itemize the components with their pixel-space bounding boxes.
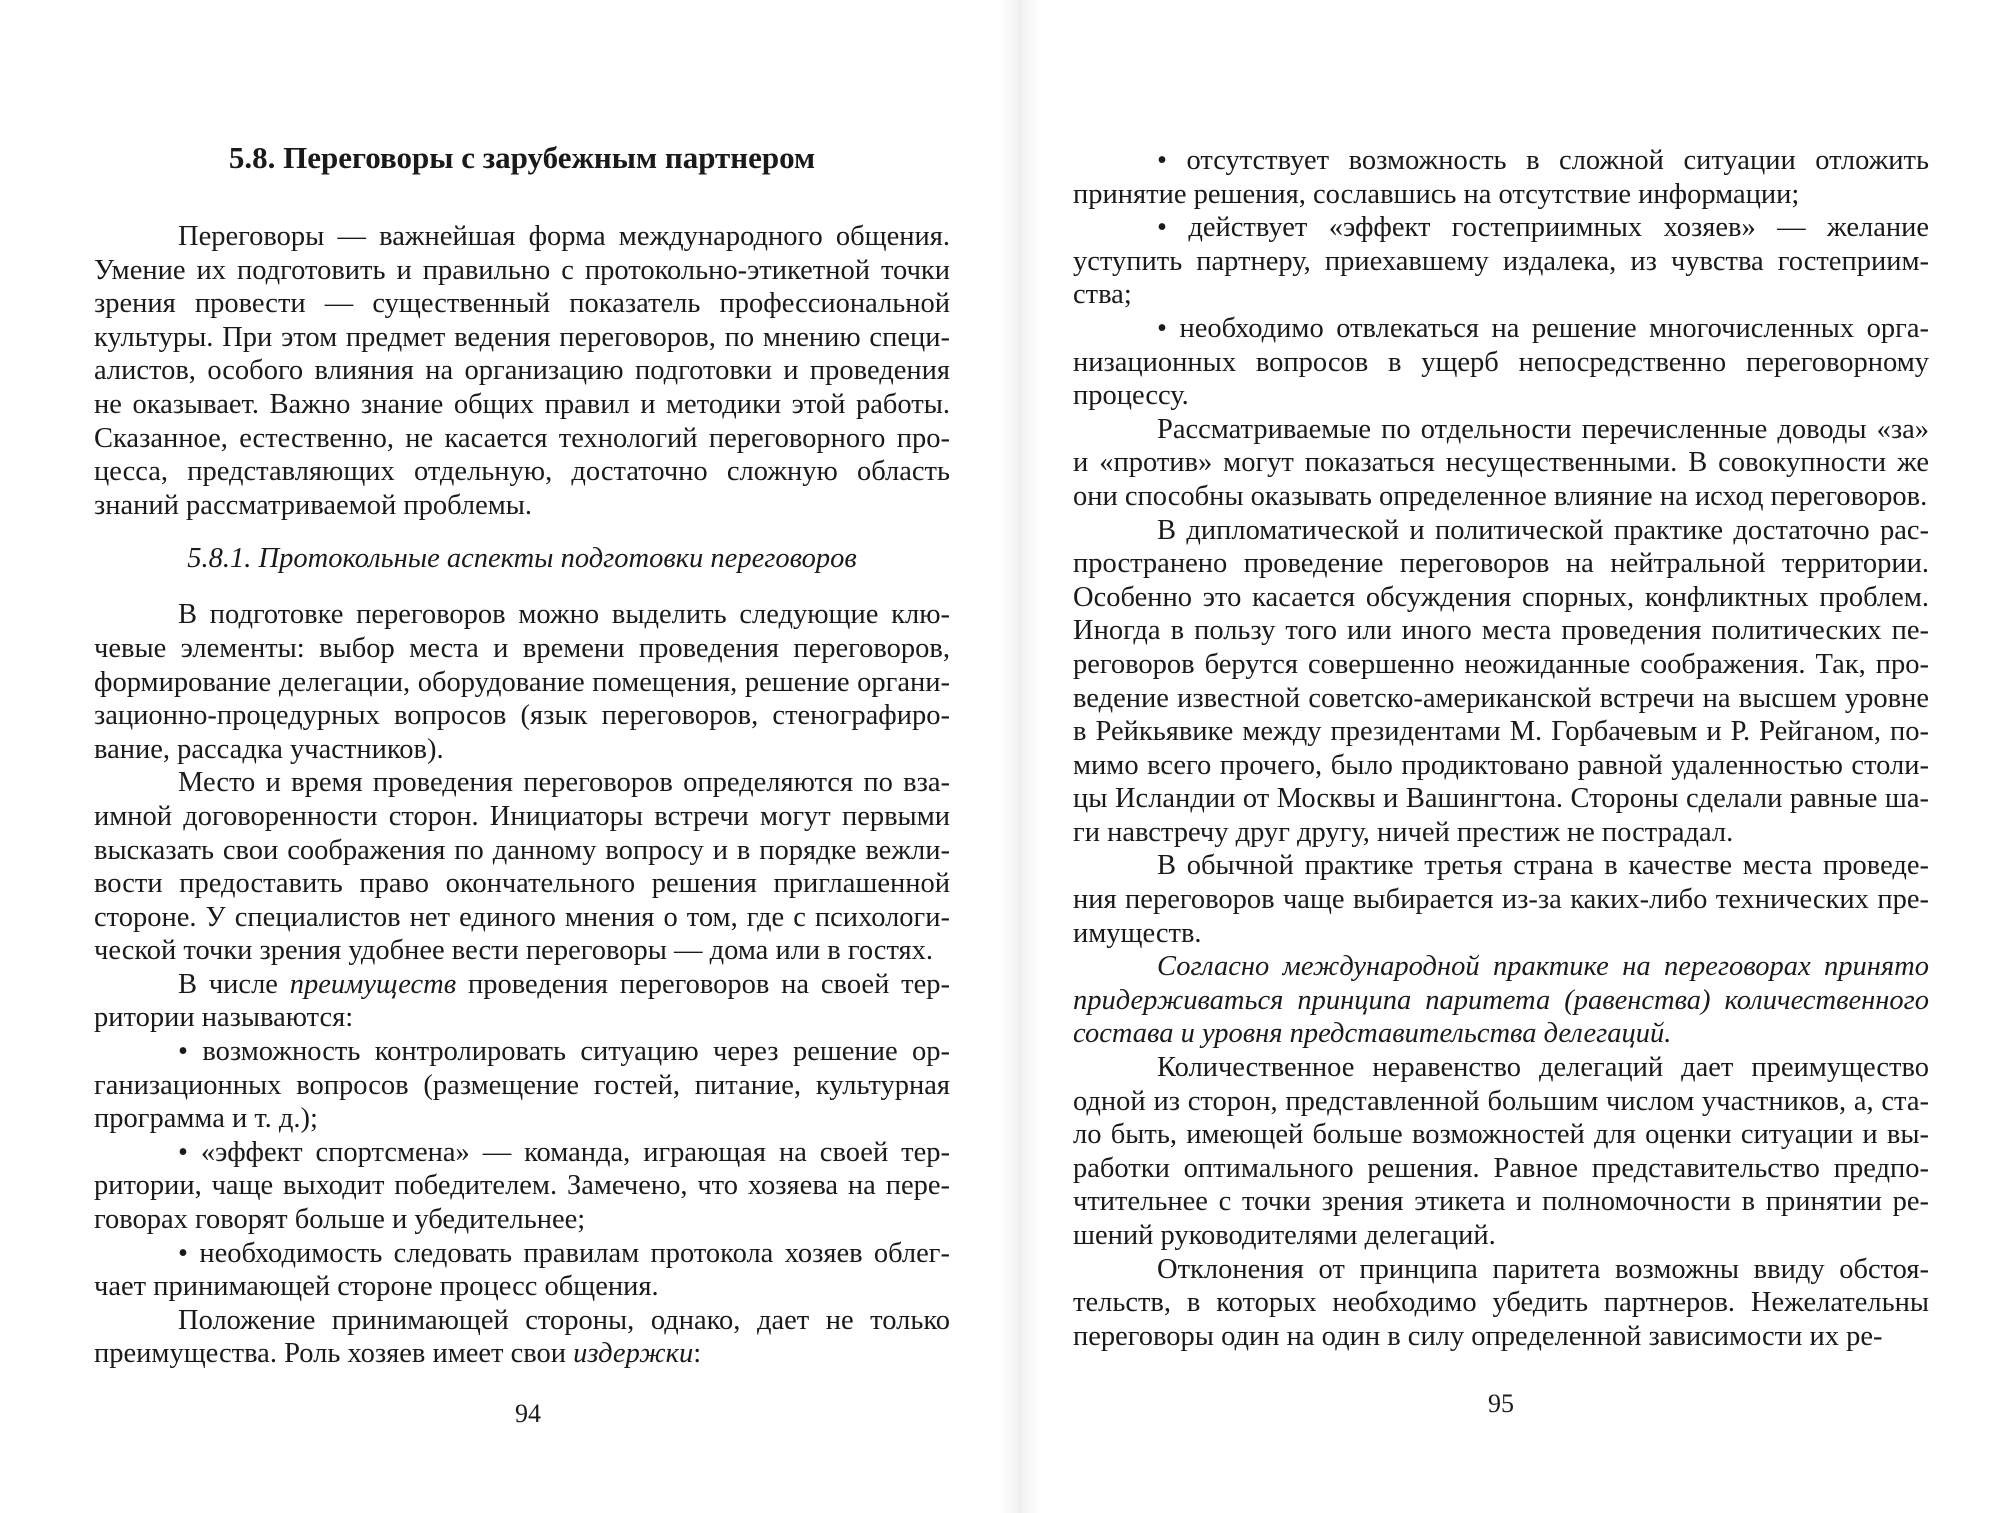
paragraph: В обычной практике третья страна в качестве места проведения переговоров чаще выбирается из-за каких-либо технических преимуществ. bbox=[1073, 850, 1929, 949]
bullet-item: • «эффект спортсмена» — команда, играющая на своей территории, чаще выходит победителем. Замечено, что хозяева на переговорах говорят больше и убедительнее; bbox=[94, 1136, 950, 1237]
paragraph: Место и время проведения переговоров определяются по взаимной договоренности сторон. Инициаторы встречи могут первыми высказать свои соображения по данному вопросу и в порядке вежливости предоставить право окончательного решения приглашенной стороне. У специалистов нет единого мнения о том, где с психологической точки зрения удобнее вести переговоры — дома или в гостях. bbox=[94, 767, 950, 967]
page-number-left: 94 bbox=[515, 1399, 541, 1428]
left-page-text bbox=[94, 140, 950, 1371]
left-page bbox=[94, 0, 950, 1513]
paragraph: В подготовке переговоров можно выделить следующие ключевые элементы: выбор места и времени проведения переговоров, формирование делегации, оборудование помещения, решение организационно-процедурных вопросов (язык переговоров, стенографирование, рассадка участников). bbox=[94, 599, 950, 765]
bullet-item: • необходимость следовать правилам протокола хозяев облегчает принимающей стороне процесс общения. bbox=[94, 1237, 950, 1304]
paragraph: В дипломатической и политической практике достаточно распространено проведение переговоров на нейтральной территории. Особенно это касается обсуждения спорных, конфликтных проблем. Иногда в пользу того или иного места проведения политических переговоров берутся совершенно неожиданные соображения. Так, проведение известной советско-американской встречи на высшем уровне в Рейкьявике между президентами М. Горбачевым и Р. Рейганом, помимо всего прочего, было продиктовано равной удаленностью столицы Исландии от Москвы и Вашингтона. Стороны сделали равные шаги навстречу друг другу, ничей престиж не пострадал. bbox=[1073, 514, 1929, 848]
emphasis-costs: издержки bbox=[573, 1338, 694, 1370]
italic-paragraph: Согласно международной практике на переговорах принято придерживаться принципа паритета (равенства) количественного состава и уровня представительства делегаций. bbox=[1073, 951, 1929, 1050]
bullet-item: • действует «эффект гостеприимных хозяев» — желание уступить партнеру, приехавшему издалека, из чувства гостеприимства; bbox=[1073, 211, 1929, 312]
text-run: В числе bbox=[178, 968, 290, 1000]
text-run: : bbox=[693, 1338, 702, 1370]
text-run: Положение принимающей стороны, однако, дает не только преимущества. Роль хозяев имеет свои bbox=[94, 1304, 950, 1370]
paragraph: Количественное неравенство делегаций дает преимущество одной из сторон, представленной большим числом участников, а, стало быть, имеющей больше возможностей для оценки ситуации и выработки оптимального решения. Равное представительство предпочтительнее с точки зрения этикета и полномочности в принятии решений руководителями делегаций. bbox=[1073, 1052, 1929, 1251]
bullet-item: • необходимо отвлекаться на решение многочисленных организационных вопросов в ущерб непосредственно переговорному процессу. bbox=[1073, 312, 1929, 413]
paragraph: Рассматриваемые по отдельности перечисленные доводы «за» и «против» могут показаться несущественными. В совокупности же они способны оказывать определенное влияние на исход переговоров. bbox=[1073, 413, 1929, 512]
page-number-right: 95 bbox=[1488, 1389, 1514, 1418]
emphasis-advantages: преимуществ bbox=[289, 968, 457, 1000]
bullet-item: • возможность контролировать ситуацию через решение организационных вопросов (размещение гостей, питание, культурная программа и т. д.); bbox=[94, 1035, 950, 1136]
paragraph: Отклонения от принципа паритета возможны ввиду обстоятельств, в которых необходимо убедить партнеров. Нежелательны переговоры один на один в силу определенной зависимости их ре- bbox=[1073, 1253, 1929, 1352]
right-page bbox=[1073, 0, 1929, 1513]
paragraph-advantages bbox=[94, 968, 950, 1035]
paragraph-costs bbox=[94, 1304, 950, 1371]
intro-paragraph: Переговоры — важнейшая форма международного общения. Умение их подготовить и правильно с протокольно-этикетной точки зрения провести — существенный показатель профессиональной культуры. При этом предмет ведения переговоров, по мнению специалистов, особого влияния на организацию подготовки и проведения не оказывает. Важно знание общих правил и методики этой работы. Сказанное, естественно, не касается технологий переговорного процесса, представляющих отдельную, достаточно сложную область знаний рассматриваемой проблемы. bbox=[94, 221, 950, 521]
text-run: проведения переговоров на своей территории называются: bbox=[94, 968, 951, 1034]
bullet-item: • отсутствует возможность в сложной ситуации отложить принятие решения, сославшись на отсутствие информации; bbox=[1073, 144, 1929, 211]
right-page-text bbox=[1073, 144, 1929, 1353]
section-title: 5.8. Переговоры с зарубежным партнером bbox=[228, 140, 816, 175]
subsection-title: 5.8.1. Протокольные аспекты подготовки переговоров bbox=[187, 543, 857, 575]
book-gutter bbox=[1000, 0, 1040, 1513]
